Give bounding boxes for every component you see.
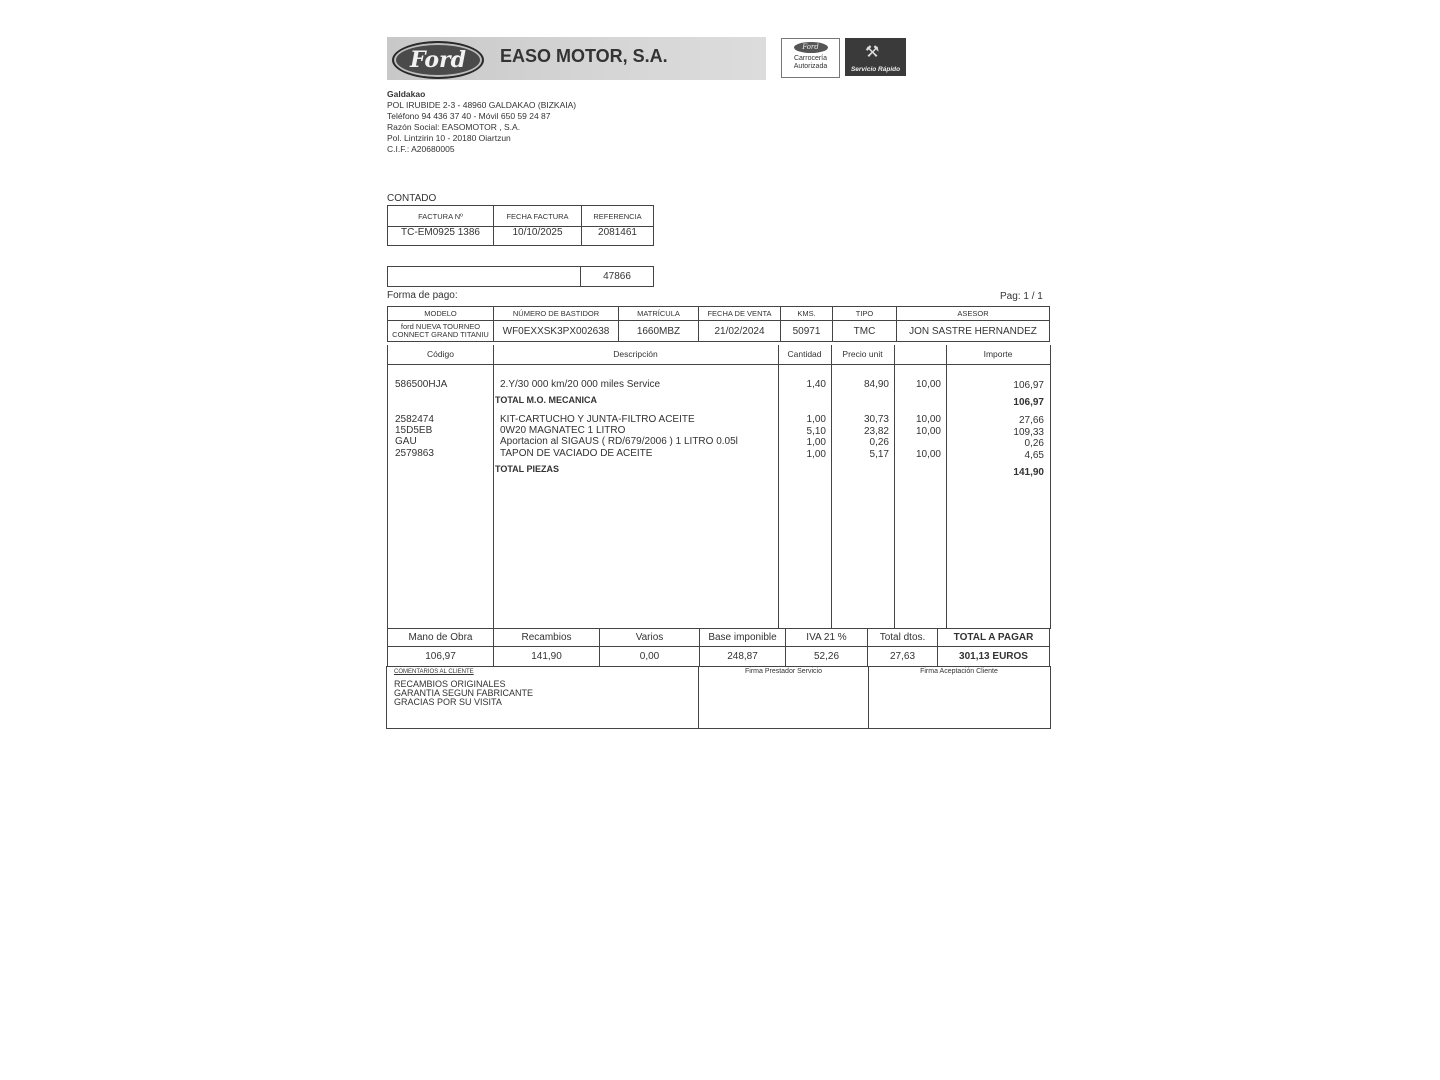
col-divider bbox=[493, 345, 494, 628]
part-discount: 10,00 bbox=[915, 426, 941, 437]
part-qty: 1,00 bbox=[806, 437, 826, 448]
reference: 2081461 bbox=[582, 227, 654, 246]
part-code: 15D5EB bbox=[395, 425, 433, 436]
vat-value: 52,26 bbox=[786, 647, 868, 667]
address-line: C.I.F.: A20680005 bbox=[387, 144, 455, 154]
vat-header: IVA 21 % bbox=[786, 629, 868, 647]
kms-value: 50971 bbox=[781, 321, 833, 342]
model-line1: ford NUEVA TOURNEO bbox=[400, 322, 481, 331]
invoice-lines-table bbox=[387, 345, 1051, 629]
invoice-date-header: FECHA FACTURA bbox=[494, 206, 582, 227]
kms-header: KMS. bbox=[781, 307, 833, 321]
address-city: Galdakao bbox=[387, 89, 426, 99]
part-qty: 1,00 bbox=[806, 414, 826, 425]
address-line: Pol. Lintzirin 10 - 20180 Oiartzun bbox=[387, 133, 511, 143]
servicio-rapido-label: Servicio Rápido bbox=[850, 66, 901, 73]
secondary-reference-table bbox=[387, 266, 654, 287]
badge-line1: Carrocería bbox=[793, 55, 828, 62]
ford-mini-logo: Ford bbox=[794, 42, 828, 53]
part-code: 2582474 bbox=[395, 414, 434, 425]
plate-value: 1660MBZ bbox=[619, 321, 699, 342]
totals-table bbox=[387, 628, 1050, 667]
parts-total: 141,90 bbox=[1013, 467, 1044, 478]
advisor-value: JON SASTRE HERNANDEZ bbox=[897, 321, 1050, 342]
part-description: 0W20 MAGNATEC 1 LITRO bbox=[500, 425, 626, 436]
carroceria-autorizada-badge bbox=[781, 38, 840, 78]
labour-description: 2.Y/30 000 km/20 000 miles Service bbox=[500, 379, 661, 390]
part-description: KIT-CARTUCHO Y JUNTA-FILTRO ACEITE bbox=[500, 414, 695, 425]
part-qty: 1,00 bbox=[806, 449, 826, 460]
code-header: Código bbox=[427, 349, 454, 359]
part-amount: 109,33 bbox=[1013, 427, 1044, 438]
company-name: EASO MOTOR, S.A. bbox=[500, 46, 668, 66]
part-code: GAU bbox=[395, 436, 417, 447]
address-line: POL IRUBIDE 2-3 - 48960 GALDAKAO (BIZKAIA) bbox=[387, 100, 577, 110]
labour-unit-price: 84,90 bbox=[863, 379, 889, 390]
client-signature-box bbox=[869, 666, 1049, 728]
part-discount: 10,00 bbox=[915, 449, 941, 460]
labour-total: 106,97 bbox=[1013, 397, 1044, 408]
discounts-value: 27,63 bbox=[868, 647, 938, 667]
payment-type: CONTADO bbox=[387, 193, 437, 204]
part-code: 2579863 bbox=[395, 448, 434, 459]
comments-box bbox=[387, 666, 699, 728]
invoice-date: 10/10/2025 bbox=[494, 227, 582, 246]
servicio-rapido-badge bbox=[845, 38, 906, 76]
labour-value: 106,97 bbox=[388, 647, 494, 667]
comments-text bbox=[394, 680, 533, 707]
part-qty: 5,10 bbox=[806, 426, 826, 437]
comments-label: COMENTARIOS AL CLIENTE bbox=[394, 669, 474, 675]
labour-amount: 106,97 bbox=[1013, 380, 1044, 391]
quantity-header: Cantidad bbox=[787, 349, 822, 359]
parts-value: 141,90 bbox=[494, 647, 600, 667]
description-header: Descripción bbox=[613, 349, 658, 359]
comment-line: RECAMBIOS ORIGINALES bbox=[394, 679, 506, 689]
footer-section bbox=[386, 666, 1051, 729]
payment-method-label: Forma de pago: bbox=[387, 290, 458, 301]
client-signature-label: Firma Aceptación Cliente bbox=[920, 668, 998, 675]
part-unit-price: 23,82 bbox=[863, 426, 889, 437]
total-due-header: TOTAL A PAGAR bbox=[938, 629, 1050, 647]
comment-line: GRACIAS POR SU VISITA bbox=[394, 697, 502, 707]
part-amount: 4,65 bbox=[1024, 450, 1044, 461]
misc-value: 0,00 bbox=[600, 647, 700, 667]
invoice-number: TC-EM0925 1386 bbox=[388, 227, 494, 246]
plate-header: MATRÍCULA bbox=[619, 307, 699, 321]
part-unit-price: 30,73 bbox=[863, 414, 889, 425]
model-line2: CONNECT GRAND TITANIU bbox=[392, 330, 489, 339]
tax-base-value: 248,87 bbox=[700, 647, 786, 667]
sale-date-value: 21/02/2024 bbox=[699, 321, 781, 342]
labour-code: 586500HJA bbox=[395, 379, 448, 390]
type-value: TMC bbox=[833, 321, 897, 342]
part-unit-price: 0,26 bbox=[869, 437, 889, 448]
model-header: MODELO bbox=[388, 307, 494, 321]
provider-signature-box bbox=[699, 666, 869, 728]
invoice-number-header: FACTURA Nº bbox=[388, 206, 494, 227]
comment-line: GARANTIA SEGUN FABRICANTE bbox=[394, 688, 534, 698]
mechanic-icon: ⚒ bbox=[865, 44, 880, 61]
lines-header-row bbox=[388, 345, 1050, 365]
model-value bbox=[388, 321, 494, 342]
part-amount: 0,26 bbox=[1024, 438, 1044, 449]
vin-value: WF0EXXSK3PX002638 bbox=[494, 321, 619, 342]
type-header: TIPO bbox=[833, 307, 897, 321]
reference-header: REFERENCIA bbox=[582, 206, 654, 227]
labour-discount: 10,00 bbox=[915, 379, 941, 390]
parts-total-label: TOTAL PIEZAS bbox=[495, 464, 560, 474]
amount-header: Importe bbox=[983, 349, 1013, 359]
vin-header: NÚMERO DE BASTIDOR bbox=[494, 307, 619, 321]
part-amount: 27,66 bbox=[1018, 415, 1044, 426]
address-line: Teléfono 94 436 37 40 - Móvil 650 59 24 87 bbox=[387, 111, 551, 121]
badge-line2: Autorizada bbox=[793, 63, 828, 70]
labour-header: Mano de Obra bbox=[388, 629, 494, 647]
total-due-value: 301,13 EUROS bbox=[938, 647, 1050, 667]
ford-logo bbox=[392, 41, 484, 79]
secondary-ref-right: 47866 bbox=[581, 267, 654, 287]
unit-price-header: Precio unit bbox=[842, 349, 883, 359]
vehicle-info-table bbox=[387, 306, 1050, 342]
tax-base-header: Base imponible bbox=[700, 629, 786, 647]
invoice-info-table bbox=[387, 205, 654, 246]
discounts-header: Total dtos. bbox=[868, 629, 938, 647]
labour-qty: 1,40 bbox=[806, 379, 826, 390]
page-indicator: Pag: 1 / 1 bbox=[1000, 291, 1043, 302]
secondary-ref-left bbox=[388, 267, 581, 287]
company-address bbox=[387, 89, 576, 155]
misc-header: Varios bbox=[600, 629, 700, 647]
ford-logo-text: Ford bbox=[409, 47, 467, 73]
sale-date-header: FECHA DE VENTA bbox=[699, 307, 781, 321]
address-line: Razón Social: EASOMOTOR , S.A. bbox=[387, 122, 521, 132]
advisor-header: ASESOR bbox=[897, 307, 1050, 321]
part-description: TAPON DE VACIADO DE ACEITE bbox=[500, 448, 653, 459]
provider-signature-label: Firma Prestador Servicio bbox=[744, 668, 823, 675]
part-unit-price: 5,17 bbox=[869, 449, 889, 460]
part-discount: 10,00 bbox=[915, 414, 941, 425]
parts-header: Recambios bbox=[494, 629, 600, 647]
labour-total-label: TOTAL M.O. MECANICA bbox=[495, 395, 597, 405]
part-description: Aportacion al SIGAUS ( RD/679/2006 ) 1 LITRO 0.05l bbox=[500, 436, 738, 447]
